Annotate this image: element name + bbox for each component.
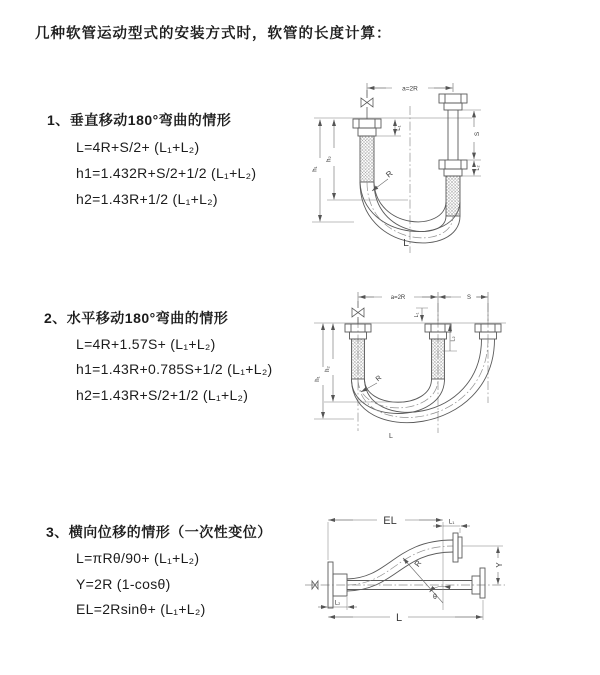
dimension-lines (318, 520, 503, 620)
valve-icon (352, 301, 364, 324)
section-3-formula-EL: EL=2Rsinθ+ (L₁+L₂) (76, 601, 206, 617)
dim-label-l-total: L (403, 238, 409, 249)
left-hose-fitting (353, 119, 381, 182)
page-title: 几种软管运动型式的安装方式时，软管的长度计算： (35, 26, 392, 42)
section-2-formula-h1: h1=1.43R+0.785S+1/2 (L₁+L₂) (76, 361, 273, 377)
dim-label-h2: h₂ (326, 156, 333, 162)
upper-flange-displaced (453, 533, 462, 562)
section-3-formula-L: L=πRθ/90+ (L₁+L₂) (76, 550, 200, 566)
dim-label-l2: L₂ (475, 165, 481, 171)
dim-label-h1: h₁ (312, 166, 319, 172)
section-1-formula-h1: h1=1.432R+S/2+1/2 (L₁+L₂) (76, 165, 257, 181)
section-2-heading: 2、水平移动180°弯曲的情形 (44, 310, 229, 326)
dim-label-r: R (384, 168, 395, 180)
dim-label-h1: h₁ (315, 376, 321, 382)
dim-label-s: S (466, 295, 472, 302)
diagram-horizontal-180-bend (310, 285, 550, 453)
s-curve-hose (347, 540, 453, 591)
dim-label-l2: L₂ (334, 600, 341, 607)
hose-centerline-curve (347, 546, 453, 585)
dim-label-s: S (474, 131, 481, 137)
hose-centerline-arc (358, 379, 438, 408)
dim-label-l1: L₁ (414, 312, 420, 318)
diagram-vertical-180-bend (308, 70, 548, 258)
section-2-formula-h2: h2=1.43R+S/2+1/2 (L₁+L₂) (76, 387, 249, 403)
dim-label-l2: L₂ (450, 336, 457, 342)
section-3-formula-Y: Y=2R (1-cosθ) (76, 576, 171, 592)
fixed-hose-fitting (345, 324, 371, 379)
u-bend-hose-positions (352, 339, 495, 423)
dim-label-theta: θ (433, 594, 437, 601)
dim-label-el: EL (383, 515, 397, 527)
section-1-formula-h2: h2=1.43R+1/2 (L₁+L₂) (76, 191, 218, 207)
right-hose-fitting (439, 94, 467, 216)
dim-label-a2r: a=2R (402, 85, 418, 93)
section-2-formula-L: L=4R+1.57S+ (L₁+L₂) (76, 336, 216, 352)
dim-label-h2: h₂ (325, 366, 331, 372)
dim-label-a2r: a=2R (390, 295, 406, 302)
section-1-formula-L: L=4R+S/2+ (L₁+L₂) (76, 139, 200, 155)
dim-label-r: R (374, 374, 384, 384)
dim-label-y: Y (495, 562, 504, 568)
dimension-lines (314, 292, 488, 419)
dim-label-l1: L₁ (396, 125, 402, 131)
centerlines (358, 303, 488, 433)
dim-label-l1: L₁ (448, 518, 455, 526)
dim-label-r: R (412, 558, 424, 569)
section-1-heading: 1、垂直移动180°弯曲的情形 (47, 112, 232, 128)
diagram-lateral-displacement (295, 498, 600, 658)
middle-hose-fitting (425, 324, 451, 379)
dim-label-l-total: L (389, 433, 393, 440)
dim-label-l-total: L (395, 612, 403, 624)
section-3-heading: 3、横向位移的情形（一次性变位） (46, 524, 272, 540)
